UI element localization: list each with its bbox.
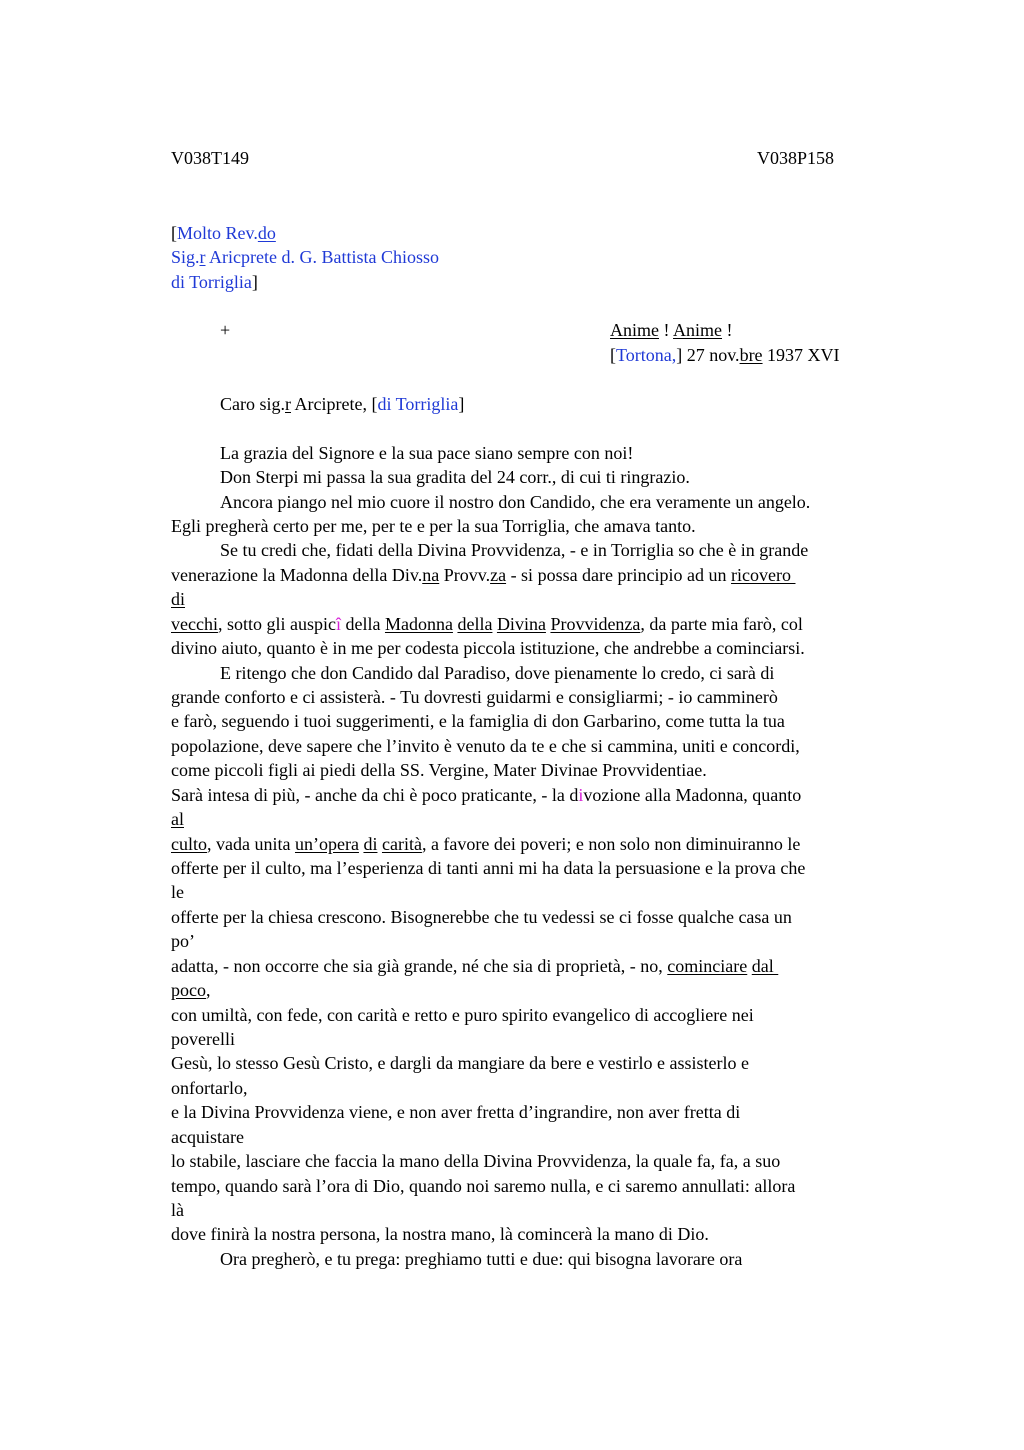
body-line: tempo, quando sarà l’ora di Dio, quando noi saremo nulla, e ci saremo annullati: allora [171,1176,796,1196]
body-line: vecchi, sotto gli auspicî della Madonna della Divina Provvidenza, da parte mia farò, col [171,614,803,634]
body-line: con umiltà, con fede, con carità e retto e puro spirito evangelico di accogliere nei [171,1005,754,1025]
body-line: Se tu credi che, fidati della Divina Provvidenza, - e in Torriglia so che è in grande [220,540,809,560]
body-line: popolazione, deve sapere che l’invito è venuto da te e che si cammina, uniti e concordi, [171,736,800,756]
body-line: La grazia del Signore e la sua pace siano sempre con noi! [220,443,634,463]
document-code-right: V038P158 [757,148,835,168]
body-line: Ancora piango nel mio cuore il nostro don Candido, che era veramente un angelo. [220,492,811,512]
body-line: e la Divina Provvidenza viene, e non aver fretta d’ingrandire, non aver fretta di [171,1102,741,1122]
body-line: poco, [171,980,211,1000]
body-line: onfortarlo, [171,1078,248,1098]
body-line: di [171,589,186,609]
body-line: grande conforto e ci assisterà. - Tu dovresti guidarmi e consigliarmi; - io camminerò [171,687,778,707]
body-line: adatta, - non occorre che sia già grande, né che sia di proprietà, - no, cominciare dal [171,956,779,976]
body-line: lo stabile, lasciare che faccia la mano della Divina Provvidenza, la quale fa, fa, a suo [171,1151,781,1171]
body-line: culto, vada unita un’opera di carità, a favore dei poveri; e non solo non diminuiranno le [171,834,801,854]
body-line: acquistare [171,1127,244,1147]
body-line: poverelli [171,1029,235,1049]
address-line-3: di Torriglia] [171,272,258,292]
body-line: dove finirà la nostra persona, la nostra mano, là comincerà la mano di Dio. [171,1224,709,1244]
motto: Anime ! Anime ! [610,320,733,340]
body-line: po’ [171,931,195,951]
body-line: Sarà intesa di più, - anche da chi è poco praticante, - la divozione alla Madonna, quanto [171,785,802,805]
body-line: e farò, seguendo i tuoi suggerimenti, e la famiglia di don Garbarino, come tutta la tua [171,711,785,731]
address-line-1: [Molto Rev.do [171,223,276,243]
body-line: offerte per il culto, ma l’esperienza di tanti anni mi ha data la persuasione e la prova che [171,858,806,878]
salutation: Caro sig.r Arciprete, [di Torriglia] [220,394,465,414]
body-line: Egli pregherà certo per me, per te e per la sua Torriglia, che amava tanto. [171,516,696,536]
cross-mark: + [220,320,231,340]
body-line: venerazione la Madonna della Div.na Provv.za - si possa dare principio ad un ricovero [171,565,796,585]
body-line: E ritengo che don Candido dal Paradiso, dove pienamente lo credo, ci sarà di [220,663,775,683]
body-line: al [171,809,184,829]
body-line: offerte per la chiesa crescono. Bisognerebbe che tu vedessi se ci fosse qualche casa un [171,907,792,927]
body-line: Ora pregherò, e tu prega: preghiamo tutti e due: qui bisogna lavorare ora [220,1249,743,1269]
body-line: Gesù, lo stesso Gesù Cristo, e dargli da mangiare da bere e vestirlo e assisterlo e [171,1053,750,1073]
body-line: le [171,882,184,902]
address-line-2: Sig.r Aricprete d. G. Battista Chiosso [171,247,439,267]
dateline: [Tortona,] 27 nov.bre 1937 XVI [610,345,840,365]
body-line: Don Sterpi mi passa la sua gradita del 24 corr., di cui ti ringrazio. [220,467,690,487]
body-line: come piccoli figli ai piedi della SS. Vergine, Mater Divinae Provvidentiae. [171,760,707,780]
body-line: divino aiuto, quanto è in me per codesta piccola istituzione, che andrebbe a cominciarsi. [171,638,805,658]
document-code-left: V038T149 [171,148,249,168]
body-line: là [171,1200,184,1220]
